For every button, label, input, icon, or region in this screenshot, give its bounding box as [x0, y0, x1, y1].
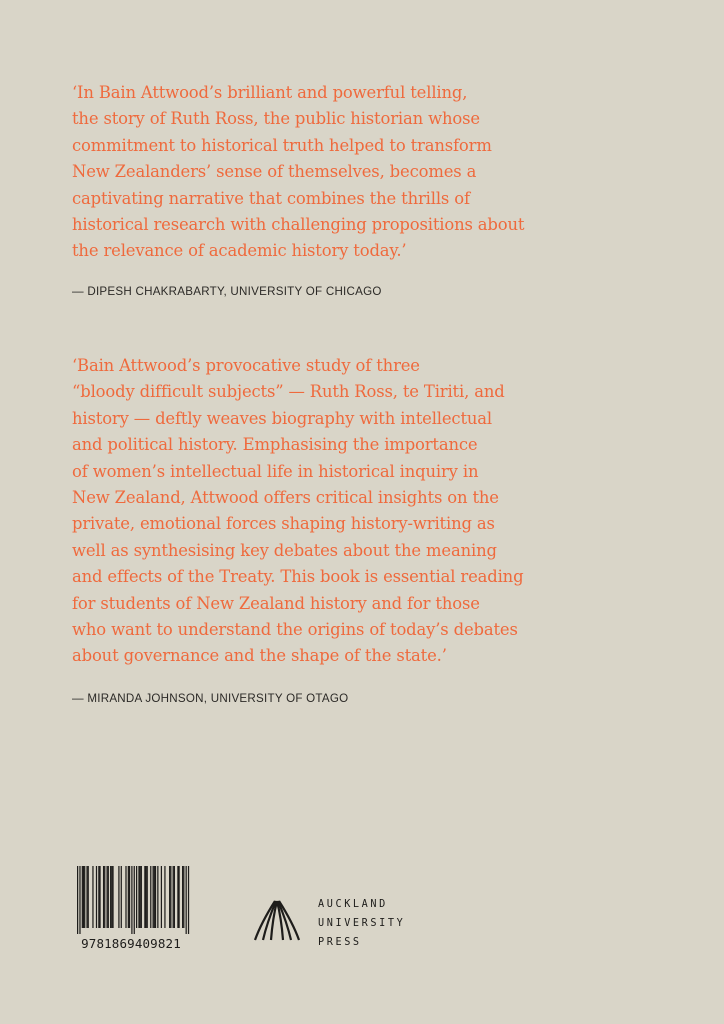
publisher-name-line: AUCKLAND: [318, 899, 388, 910]
barcode-bar: [138, 866, 139, 928]
quote-line: for students of New Zealand history and for those: [72, 593, 480, 613]
quote-line: historical research with challenging propositions about: [72, 215, 525, 235]
barcode-guard-bar: [77, 866, 78, 934]
barcode-bar: [83, 866, 84, 928]
barcode-bar: [136, 866, 137, 928]
quote-line: New Zealanders’ sense of themselves, becomes a: [72, 162, 477, 182]
barcode-bar: [118, 866, 119, 928]
barcode-bar: [125, 866, 126, 928]
barcode-bar: [164, 866, 165, 928]
quote-line: well as synthesising key debates about the meaning: [72, 540, 497, 560]
barcode-bar: [155, 866, 156, 928]
barcode-bar: [82, 866, 83, 928]
barcode-bar: [147, 866, 148, 928]
quote-line: about governance and the shape of the state.’: [72, 646, 447, 666]
barcode-guard-bar: [131, 866, 132, 934]
barcode-bar: [96, 866, 97, 928]
quote-line: New Zealand, Attwood offers critical insights on the: [72, 488, 499, 508]
barcode-bar: [177, 866, 178, 928]
barcode-bar: [154, 866, 155, 928]
quote-line: of women’s intellectual life in historical inquiry in: [72, 461, 479, 481]
barcode-bar: [150, 866, 151, 928]
quote-line: private, emotional forces shaping history-writing as: [72, 514, 495, 534]
barcode-guard-bar: [134, 866, 135, 934]
barcode-bar: [88, 866, 89, 928]
barcode-bar: [92, 866, 93, 928]
attribution-johnson: — MIRANDA JOHNSON, UNIVERSITY OF OTAGO: [72, 692, 349, 705]
barcode-bar: [140, 866, 141, 928]
barcode-bar: [110, 866, 111, 928]
quote-line: who want to understand the origins of today’s debates: [72, 620, 518, 640]
quote-line: history — deftly weaves biography with intellectual: [72, 408, 493, 428]
barcode-bar: [111, 866, 112, 928]
auckland-university-press-logo-icon: [253, 898, 301, 942]
quote-line: commitment to historical truth helped to transform: [72, 135, 492, 155]
attribution-chakrabarty: — DIPESH CHAKRABARTY, UNIVERSITY OF CHICAGO: [72, 285, 382, 298]
barcode-bar: [153, 866, 154, 928]
barcode-bar: [86, 866, 87, 928]
barcode-bar: [174, 866, 175, 928]
quote-line: captivating narrative that combines the thrills of: [72, 188, 470, 208]
quote-line: ‘In Bain Attwood’s brilliant and powerful telling,: [72, 83, 468, 102]
barcode-bar: [144, 866, 145, 928]
isbn-number: 9781869409821: [81, 936, 181, 951]
barcode-guard-bar: [186, 866, 187, 934]
quote-line: the relevance of academic history today.’: [72, 241, 407, 261]
barcode-bars: [68, 866, 192, 934]
barcode-bar: [157, 866, 158, 928]
barcode-bar: [107, 866, 108, 928]
barcode-bar: [103, 866, 104, 928]
barcode-bar: [108, 866, 109, 928]
barcode-bar: [128, 866, 129, 928]
barcode-bar: [98, 866, 99, 928]
barcode-bar: [84, 866, 85, 928]
publisher-name-line: PRESS: [318, 937, 362, 948]
quote-line: and effects of the Treaty. This book is essential reading: [72, 567, 524, 587]
barcode-bar: [104, 866, 105, 928]
quote-line: ‘Bain Attwood’s provocative study of three: [72, 356, 420, 375]
barcode-bar: [129, 866, 130, 928]
barcode-bar: [182, 866, 183, 928]
publisher-name: [318, 895, 405, 952]
quote-line: the story of Ruth Ross, the public historian whose: [72, 109, 480, 129]
barcode-guard-bar: [79, 866, 80, 934]
quote-line: and political history. Emphasising the importance: [72, 435, 478, 455]
quote-johnson: [72, 353, 672, 670]
barcode-bar: [170, 866, 171, 928]
barcode-bar: [141, 866, 142, 928]
quote-line: “bloody difficult subjects” — Ruth Ross, te Tiriti, and: [72, 382, 505, 402]
barcode-bar: [178, 866, 179, 928]
barcode-bar: [169, 866, 170, 928]
barcode-bar: [112, 866, 113, 928]
publisher-name-line: UNIVERSITY: [318, 918, 406, 929]
barcode-bar: [145, 866, 146, 928]
barcode-bar: [183, 866, 184, 928]
barcode-bar: [161, 866, 162, 928]
quote-chakrabarty: [72, 80, 672, 265]
barcode-guard-bar: [188, 866, 189, 934]
barcode-bar: [173, 866, 174, 928]
barcode-bar: [99, 866, 100, 928]
barcode-bar: [121, 866, 122, 928]
